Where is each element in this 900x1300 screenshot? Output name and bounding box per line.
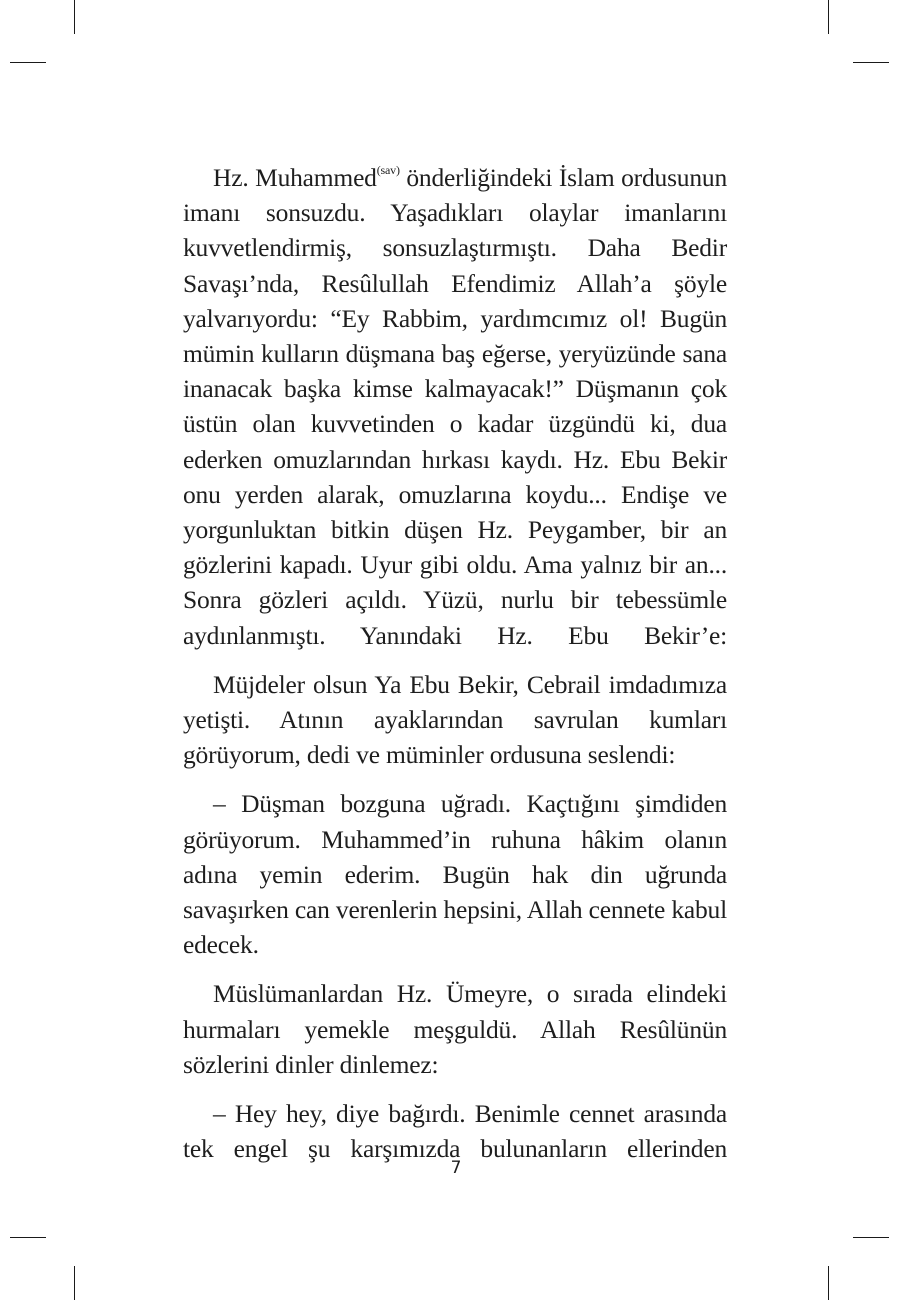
crop-mark-right-top: [853, 62, 889, 63]
paragraph-1-lead: Hz. Muhammed: [213, 163, 377, 192]
page-number: 7: [450, 1158, 462, 1178]
crop-mark-bottom-left: [74, 1266, 75, 1300]
paragraph-1-body: nun imanı sonsuzdu. Yaşadıkları olaylar imanlarını kuvvetlendirmiş, sonsuzlaştırmıştı. Daha Bedir Savaşı’nda, Resûlullah Efendimiz Allah’a şöyle yalvarıyordu: “Ey Rabbim, yardımcımız ol! Bugün mümin kulların düşmana baş eğerse, yeryüzünde sana inanacak başka kimse kalmayacak!” Düşmanın çok üstün olan kuvvetinden o kadar üzgündü ki, dua ederken omuzlarından hırkası kaydı. Hz. Ebu Bekir onu yerden alarak, omuzlarına koydu... Endişe ve yorgunluktan bitkin düşen Hz. Peygamber, bir an gözlerini kapadı. Uyur gibi oldu. Ama yalnız bir an... Sonra gözleri açıldı. Yüzü, nurlu bir tebessümle aydınlanmıştı. Yanındaki Hz. Ebu Bekir’e:: [183, 163, 727, 650]
crop-mark-left-top: [10, 62, 46, 63]
paragraph-5: – Hey hey, diye bağırdı. Benimle cennet arasında tek engel şu karşımızda bulunanların ellerinden: [183, 1099, 727, 1164]
paragraph-2: Müjdeler olsun Ya Ebu Bekir, Cebrail imdadımıza yetişti. Atının ayaklarından savrulan kumları görüyorum, dedi ve müminler ordusuna seslendi:: [183, 669, 727, 770]
crop-mark-bottom-right: [828, 1266, 829, 1300]
paragraph-3: – Düşman bozguna uğradı. Kaçtığını şimdiden görüyorum. Muhammed’in ruhuna hâkim olanın adına yemin ederim. Bugün hak din uğrunda savaşırken can verenlerin hepsini, Allah cennete kabul edecek.: [183, 789, 727, 960]
paragraph-1-lead-rest: önderliğindeki İslam ordusu: [406, 163, 690, 192]
crop-mark-left-bottom: [10, 1237, 46, 1238]
paragraph-4: Müslümanlardan Hz. Ümeyre, o sırada elindeki hurmaları yemekle meşguldü. Allah Resûlünün sözlerini dinler dinlemez:: [183, 979, 727, 1079]
crop-mark-right-bottom: [853, 1237, 889, 1238]
crop-mark-top-left: [74, 0, 75, 34]
body-text: [183, 160, 727, 1166]
crop-mark-top-right: [828, 0, 829, 34]
honorific-superscript: (sav): [376, 163, 400, 177]
paragraph-1: [183, 160, 727, 653]
